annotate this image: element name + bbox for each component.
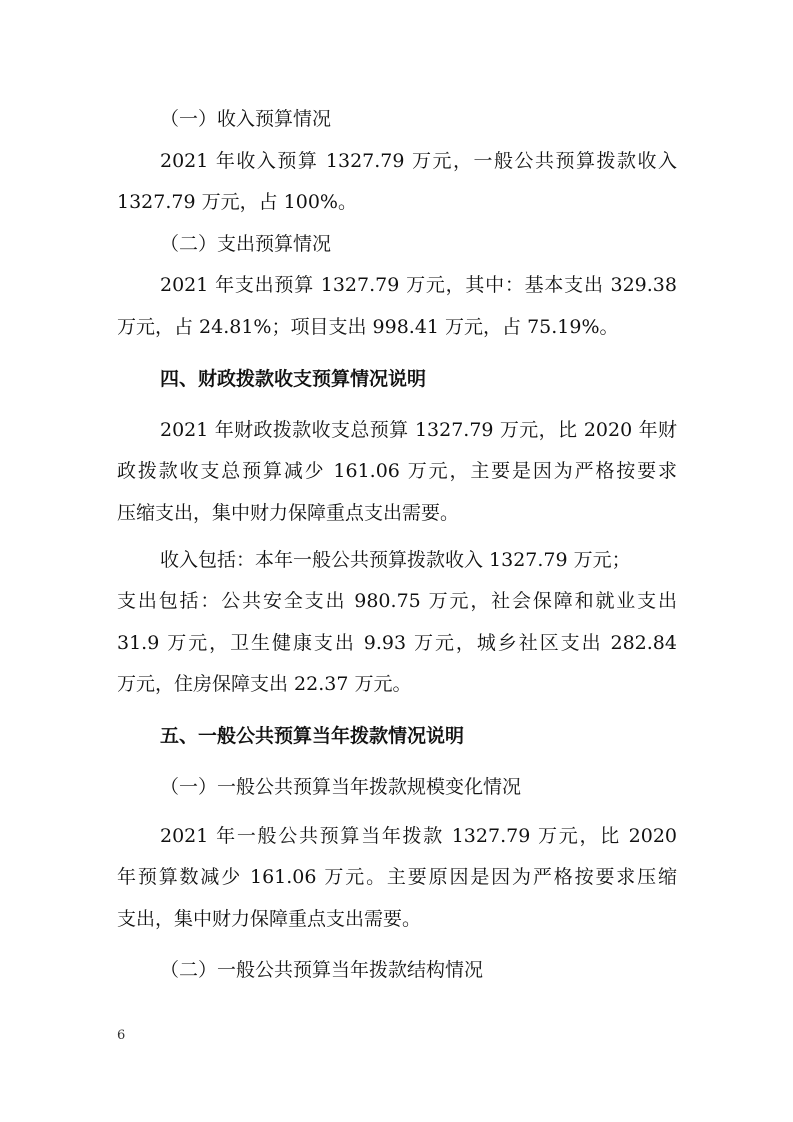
paragraph-line: 1327.79 万元，占 100%。 [117, 191, 357, 213]
paragraph-line: 压缩支出，集中财力保障重点支出需要。 [117, 502, 460, 524]
paragraph-line: 支出包括：公共安全支出 980.75 万元，社会保障和就业支出 [117, 590, 677, 612]
paragraph-line: 2021 年一般公共预算当年拨款 1327.79 万元，比 2020 [160, 825, 677, 847]
subsection-title-expense-budget: （二）支出预算情况 [160, 233, 332, 255]
paragraph-line: 2021 年收入预算 1327.79 万元，一般公共预算拨款收入 [160, 150, 677, 172]
subsection-title-income-budget: （一）收入预算情况 [160, 108, 332, 130]
paragraph-line: 2021 年支出预算 1327.79 万元，其中：基本支出 329.38 [160, 274, 677, 296]
subsection-title-structure: （二）一般公共预算当年拨款结构情况 [160, 959, 484, 981]
section-heading-fiscal-appropriation: 四、财政拨款收支预算情况说明 [160, 368, 427, 390]
paragraph-line: 万元，占 24.81%；项目支出 998.41 万元，占 75.19%。 [117, 316, 619, 338]
paragraph-line: 年预算数减少 161.06 万元。主要原因是因为严格按要求压缩 [117, 866, 677, 888]
paragraph-line: 收入包括：本年一般公共预算拨款收入 1327.79 万元； [160, 549, 631, 571]
paragraph-line: 万元，住房保障支出 22.37 万元。 [117, 673, 412, 695]
paragraph-line: 2021 年财政拨款收支总预算 1327.79 万元，比 2020 年财 [160, 419, 677, 441]
paragraph-line: 政拨款收支总预算减少 161.06 万元，主要是因为严格按要求 [117, 460, 677, 482]
subsection-title-scale-change: （一）一般公共预算当年拨款规模变化情况 [160, 776, 522, 798]
paragraph-line: 31.9 万元，卫生健康支出 9.93 万元，城乡社区支出 282.84 [117, 632, 677, 654]
paragraph-line: 支出，集中财力保障重点支出需要。 [117, 908, 422, 930]
section-heading-general-public-budget: 五、一般公共预算当年拨款情况说明 [160, 725, 465, 747]
page-number: 6 [117, 1028, 126, 1043]
